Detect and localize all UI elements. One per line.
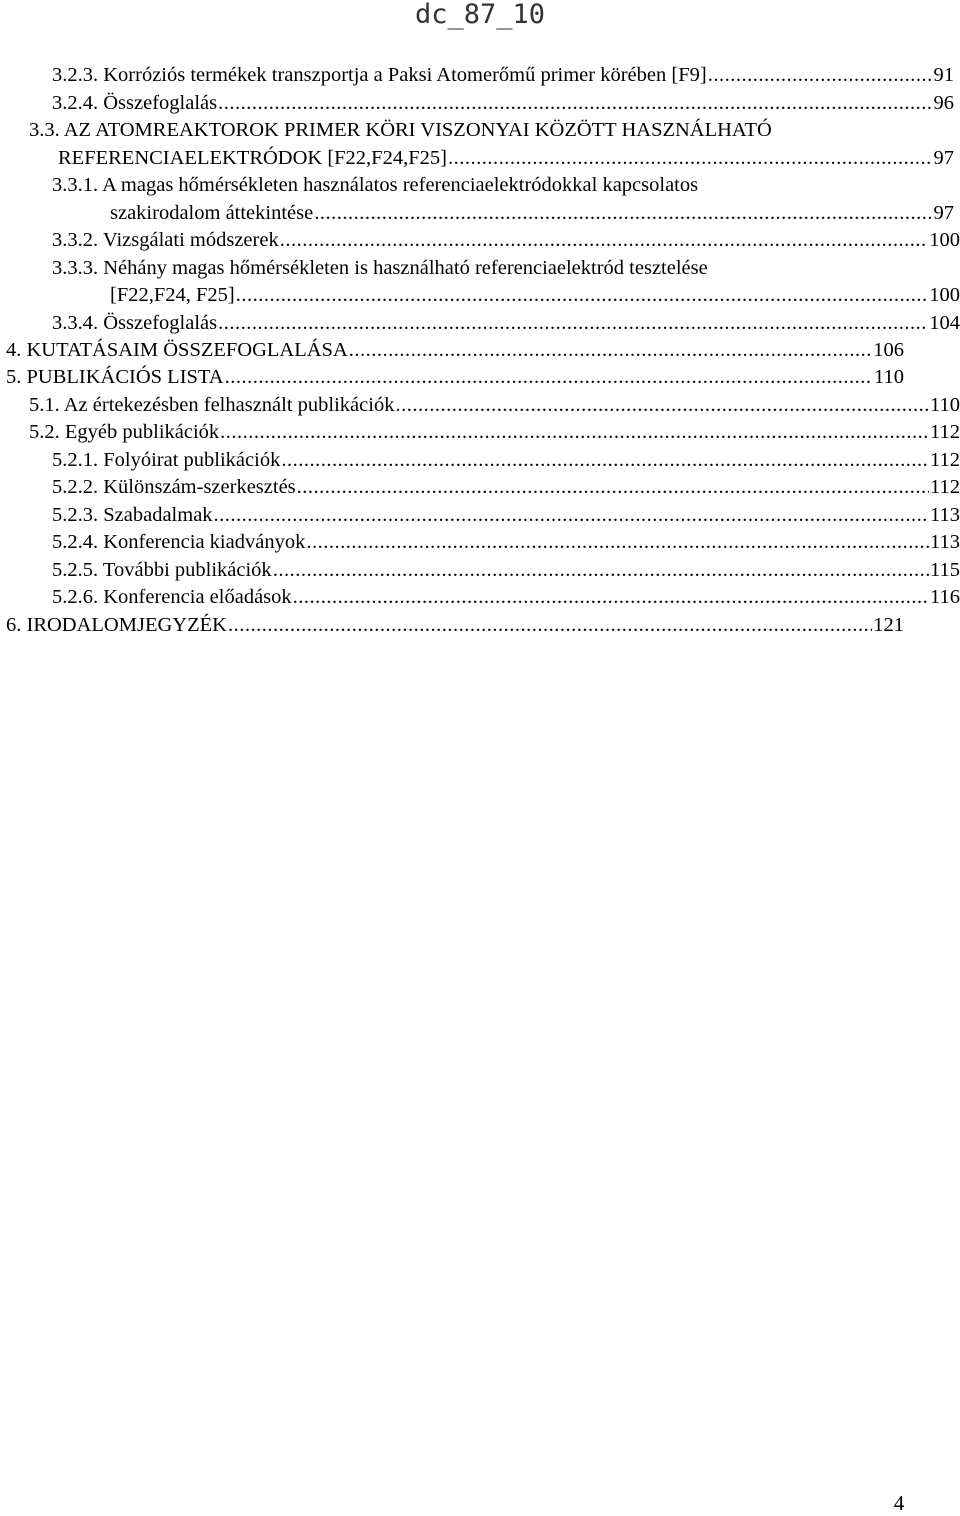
- toc-title-continued: [F22,F24, F25]: [110, 284, 235, 306]
- toc-number: 5.2.4.: [52, 531, 99, 553]
- toc-number: 5.2.3.: [52, 504, 99, 526]
- toc-title: Néhány magas hőmérsékleten is használható referenciaelektród tesztelése: [103, 257, 708, 279]
- toc-number: 3.3.2.: [52, 229, 99, 251]
- toc-leader-dots: [218, 310, 928, 336]
- toc-leader-dots: [448, 145, 933, 171]
- toc-page-number: 112: [930, 421, 960, 443]
- toc-leader-dots: [314, 200, 932, 226]
- toc-page-number: 100: [929, 229, 960, 251]
- toc-page-number: 104: [929, 312, 960, 334]
- toc-number: 5.2.1.: [52, 449, 99, 471]
- toc-page-number: 97: [933, 147, 954, 169]
- toc-title: Az értekezésben felhasznált publikációk: [63, 394, 395, 416]
- toc-entry-5-1[interactable]: [29, 392, 960, 418]
- toc-entry-5-2-2[interactable]: [52, 474, 960, 500]
- toc-entry-5-2-1[interactable]: [52, 447, 960, 473]
- toc-title: Vizsgálati módszerek: [102, 229, 279, 251]
- toc-title: Különszám-szerkesztés: [103, 476, 296, 498]
- toc-number: 5.2.: [29, 421, 60, 443]
- toc-entry-5-2-4[interactable]: [52, 529, 960, 555]
- toc-title: Egyéb publikációk: [64, 421, 220, 443]
- toc-title: AZ ATOMREAKTOROK PRIMER KÖRI VISZONYAI KÖZÖTT HASZNÁLHATÓ: [63, 119, 772, 141]
- toc-leader-dots: [214, 502, 929, 528]
- toc-title: IRODALOMJEGYZÉK: [26, 614, 227, 636]
- page-number: 4: [893, 1491, 905, 1515]
- toc-title: Összefoglalás: [103, 92, 218, 114]
- toc-title: Konferencia kiadványok: [103, 531, 306, 553]
- toc-leader-dots: [220, 419, 929, 445]
- toc-entry-5-2-5[interactable]: [52, 557, 960, 583]
- toc-title: Szabadalmak: [103, 504, 213, 526]
- toc-title-continued: REFERENCIAELEKTRÓDOK [F22,F24,F25]: [58, 147, 447, 169]
- toc-entry-5-2[interactable]: [29, 419, 960, 445]
- toc-leader-dots: [281, 447, 929, 473]
- toc-page-number: 113: [930, 531, 960, 553]
- toc-page-number: 112: [930, 449, 960, 471]
- toc-entry-3-3-3-line2[interactable]: [110, 282, 960, 308]
- toc-leader-dots: [273, 557, 929, 583]
- toc-page-number: 112: [930, 476, 960, 498]
- toc-page-number: 91: [933, 64, 954, 86]
- toc-page-number: 97: [933, 202, 954, 224]
- toc-leader-dots: [280, 227, 929, 253]
- toc-number: 4.: [6, 339, 22, 361]
- toc-leader-dots: [349, 337, 872, 363]
- toc-number: 5.2.5.: [52, 559, 99, 581]
- toc-title-continued: szakirodalom áttekintése: [110, 202, 314, 224]
- toc-title: Folyóirat publikációk: [103, 449, 281, 471]
- toc-leader-dots: [708, 62, 933, 88]
- toc-entry-6[interactable]: [6, 612, 904, 638]
- toc-entry-4[interactable]: [6, 337, 904, 363]
- toc-entry-5-2-6[interactable]: [52, 584, 960, 610]
- toc-entry-5[interactable]: [6, 364, 904, 390]
- toc-leader-dots: [297, 474, 929, 500]
- toc-leader-dots: [293, 584, 929, 610]
- toc-entry-3-2-4[interactable]: [52, 90, 954, 116]
- toc-page-number: 100: [929, 284, 960, 306]
- toc-page-number: 115: [930, 559, 960, 581]
- toc-title: Összefoglalás: [103, 312, 218, 334]
- toc-page-number: 113: [930, 504, 960, 526]
- toc-page-number: 96: [933, 92, 954, 114]
- toc-title: További publikációk: [102, 559, 272, 581]
- toc-title: A magas hőmérsékleten használatos referenciaelektródokkal kapcsolatos: [102, 174, 699, 196]
- toc-title: Konferencia előadások: [103, 586, 292, 608]
- toc-page-number: 106: [873, 339, 904, 361]
- toc-number: 3.2.3.: [52, 64, 99, 86]
- toc-leader-dots: [395, 392, 929, 418]
- toc-leader-dots: [218, 90, 932, 116]
- toc-title: KUTATÁSAIM ÖSSZEFOGLALÁSA: [26, 339, 348, 361]
- toc-title: PUBLIKÁCIÓS LISTA: [26, 366, 224, 388]
- toc-number: 3.3.: [29, 119, 60, 141]
- toc-leader-dots: [225, 364, 873, 390]
- toc-page-number: 110: [930, 394, 960, 416]
- toc-number: 3.3.3.: [52, 257, 99, 279]
- toc-page-number: 110: [874, 366, 904, 388]
- toc-entry-3-3-1-line1[interactable]: [52, 172, 954, 198]
- toc-entry-3-3-4[interactable]: [52, 310, 960, 336]
- toc-entry-3-3-line2[interactable]: [58, 145, 954, 171]
- toc-entry-5-2-3[interactable]: [52, 502, 960, 528]
- toc-number: 3.3.4.: [52, 312, 99, 334]
- toc-number: 6.: [6, 614, 22, 636]
- toc-number: 3.3.1.: [52, 174, 99, 196]
- toc-number: 5.2.2.: [52, 476, 99, 498]
- toc-entry-3-3-3-line1[interactable]: [52, 255, 960, 281]
- document-code-header: dc_87_10: [414, 0, 546, 30]
- toc-leader-dots: [306, 529, 929, 555]
- toc-page-number: 121: [873, 614, 904, 636]
- toc-page-number: 116: [930, 586, 960, 608]
- toc-number: 3.2.4.: [52, 92, 99, 114]
- toc-entry-3-2-3[interactable]: [52, 62, 954, 88]
- toc-number: 5.: [6, 366, 22, 388]
- toc-number: 5.2.6.: [52, 586, 99, 608]
- toc-title: Korróziós termékek transzportja a Paksi Atomerőmű primer körében [F9]: [103, 64, 707, 86]
- toc-entry-3-3-1-line2[interactable]: [110, 200, 954, 226]
- toc-entry-3-3-line1[interactable]: [29, 117, 954, 143]
- toc-leader-dots: [228, 612, 872, 638]
- toc-leader-dots: [236, 282, 929, 308]
- toc-entry-3-3-2[interactable]: [52, 227, 960, 253]
- toc-number: 5.1.: [29, 394, 60, 416]
